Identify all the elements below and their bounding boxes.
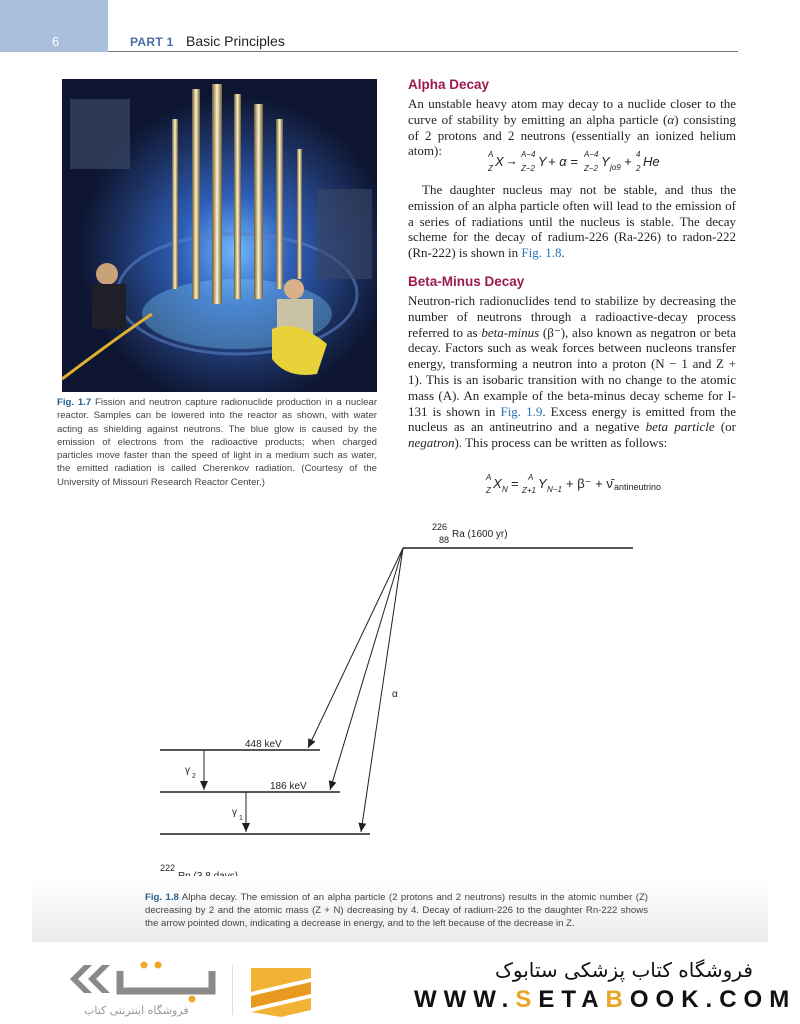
gamma-2-label: γ [185, 765, 190, 776]
eq-beta-daughter-charge: Z+1 [522, 486, 537, 495]
gamma-1-label: γ [232, 807, 237, 818]
fig-1-9-link[interactable]: Fig. 1.9 [500, 403, 543, 419]
eq-beta-daughter-mass: A [528, 473, 534, 482]
eq-beta-rest: + β⁻ + ν̄ [566, 476, 613, 491]
ra226-decay-scheme [140, 515, 660, 895]
daughter-mass-number: 222 [160, 863, 176, 873]
eq-beta-daughter: Y [538, 476, 547, 491]
setabook-logo-mark [245, 962, 317, 1017]
beta-text-c: . Excess energy is emitted from the nucleus as an antineutrino and a negative [408, 403, 737, 435]
url-part-mid: ETA [538, 986, 606, 1013]
alpha-arrow-2 [330, 548, 403, 790]
eq-alpha-arrow: → [505, 153, 518, 168]
figure-1-7-caption-text: Fission and neutron capture radionuclide production in a nuclear reactor. Samples can be lowered into the reactor as shown, with water acting as shielding against neutrons. The blue glow is caused by the emission of electrons from the radioactive products; when charged particles move faster than the speed of light in a medium such as water, the emitted radiation is called Cherenkov radiation. (Courtesy of the University of Missouri Research Reactor Center.) [57, 397, 378, 488]
eq-beta-parent: X [493, 476, 502, 491]
eq-alpha-d2-subscript: jo9 [610, 163, 621, 172]
parent-atomic-number: 88 [439, 535, 450, 545]
alpha-para2-text-b: . [561, 245, 565, 261]
beta-decay-equation [486, 473, 686, 501]
eq-beta-parent-sub: N [502, 485, 508, 494]
eq-alpha-he-mass: 4 [636, 150, 641, 159]
gamma-1-subscript: 1 [239, 815, 243, 822]
parent-label: Ra (1600 yr) [452, 529, 508, 540]
alpha-decay-paragraph-2 [408, 182, 736, 261]
eq-alpha-daughter-charge: Z−2 [521, 164, 536, 173]
eq-alpha-parent-mass: A [488, 150, 494, 159]
footer-url[interactable] [414, 986, 796, 1014]
beta-text-a: Neutron-rich radionuclides tend to stabilize by decreasing the number of neutrons through a radioactive-decay process referred to as [408, 293, 736, 340]
eq-alpha-daughter: Y [538, 154, 547, 169]
beta-text-b: (β⁻), also known as negatron or beta decay. Factors such as weak forces between nucleons transfer energy, transforming a neutron into a proton (N − 1 and Z + 1). This is an isobaric transition with no change to the atomic mass (A). An example of the beta-minus decay scheme for I-131 is shown in [408, 324, 736, 419]
eq-alpha-parent: X [495, 154, 504, 169]
eq-alpha-plus: + [624, 154, 632, 169]
beta-term-beta-minus: beta-minus [481, 324, 540, 340]
alpha-label: α [392, 689, 398, 700]
eq-alpha-plus-alpha: + α = [548, 154, 578, 169]
eq-beta-parent-mass: A [486, 473, 492, 482]
fig-1-8-link[interactable]: Fig. 1.8 [521, 245, 562, 261]
eq-alpha-he-charge: 2 [636, 164, 641, 173]
chapter-title: Basic Principles [186, 33, 285, 49]
url-part-2: OOK.COM [629, 986, 797, 1013]
eq-alpha-he: He [643, 154, 660, 169]
figure-1-7-caption [57, 396, 377, 489]
level-186-label: 186 keV [270, 781, 307, 792]
beta-term-negatron: negatron [408, 435, 455, 451]
level-448-label: 448 keV [245, 739, 282, 750]
logo-divider [232, 965, 233, 1015]
alpha-para1-text-a: An unstable heavy atom may decay to a nuclide closer to the curve of stability by emitting an alpha particle ( [408, 96, 736, 127]
alpha-symbol: α [667, 111, 675, 127]
beta-term-beta-particle: beta particle [645, 419, 715, 435]
eq-alpha-d2-mass: A−4 [584, 150, 599, 159]
logo-tagline: فروشگاه اینترنتی کتاب [84, 1004, 189, 1017]
header-rule [108, 51, 738, 52]
eq-alpha-parent-charge: Z [488, 164, 493, 173]
setabook-logo-wordmark [62, 957, 222, 1007]
url-part-1: WWW. [414, 986, 516, 1013]
eq-alpha-d2-charge: Z−2 [584, 164, 599, 173]
alpha-para2-text-a: The daughter nucleus may not be stable, and thus the emission of an alpha particle often will lead to the emission of a series of radiations until the nucleus is stable. The decay scheme for the decay of radium-226 (Ra-226) to radon-222 (Rn-222) is shown in [408, 182, 736, 261]
eq-beta-equals: = [511, 476, 519, 491]
eq-beta-parent-charge: Z [486, 486, 491, 495]
alpha-decay-heading: Alpha Decay [408, 77, 490, 92]
figure-1-8-label: Fig. 1.8 [145, 892, 179, 903]
eq-beta-daughter-sub: N−1 [547, 485, 562, 494]
alpha-decay-equation [488, 150, 688, 180]
gamma-2-subscript: 2 [192, 773, 196, 780]
beta-minus-heading: Beta-Minus Decay [408, 274, 525, 289]
figure-1-8-caption-text: Alpha decay. The emission of an alpha particle (2 protons and 2 neutrons) results in the atomic number (Z) decreasing by 2 and the atomic mass (Z + N) decreasing by 4. Decay of radium-226 to the daughter Rn-222 shows the arrow pointed down, indicating a decrease in energy, and to the left because of the decrease in Z. [145, 892, 648, 929]
reactor-photo [62, 79, 377, 392]
beta-text-e: ). This process can be written as follows: [454, 435, 668, 451]
alpha-arrow-1 [308, 548, 403, 748]
beta-minus-paragraph [408, 293, 736, 451]
figure-1-7-label: Fig. 1.7 [57, 397, 92, 408]
eq-alpha-d2-symbol: Y [601, 154, 610, 169]
footer-store-name: فروشگاه کتاب پزشکی ستابوک [495, 958, 753, 982]
part-label: PART 1 [130, 35, 174, 49]
alpha-para1-text-b: ) consisting of 2 protons and 2 neutrons (essentially an ionized helium atom): [408, 111, 736, 159]
page-number: 6 [52, 34, 60, 49]
beta-text-d: (or [714, 419, 736, 435]
figure-1-8-caption [145, 891, 648, 930]
url-accent-b: B [605, 986, 630, 1013]
eq-beta-antineutrino-label: antineutrino [614, 482, 662, 492]
eq-alpha-daughter-mass: A−4 [521, 150, 536, 159]
url-accent-s: S [515, 986, 539, 1013]
parent-mass-number: 226 [432, 522, 448, 532]
